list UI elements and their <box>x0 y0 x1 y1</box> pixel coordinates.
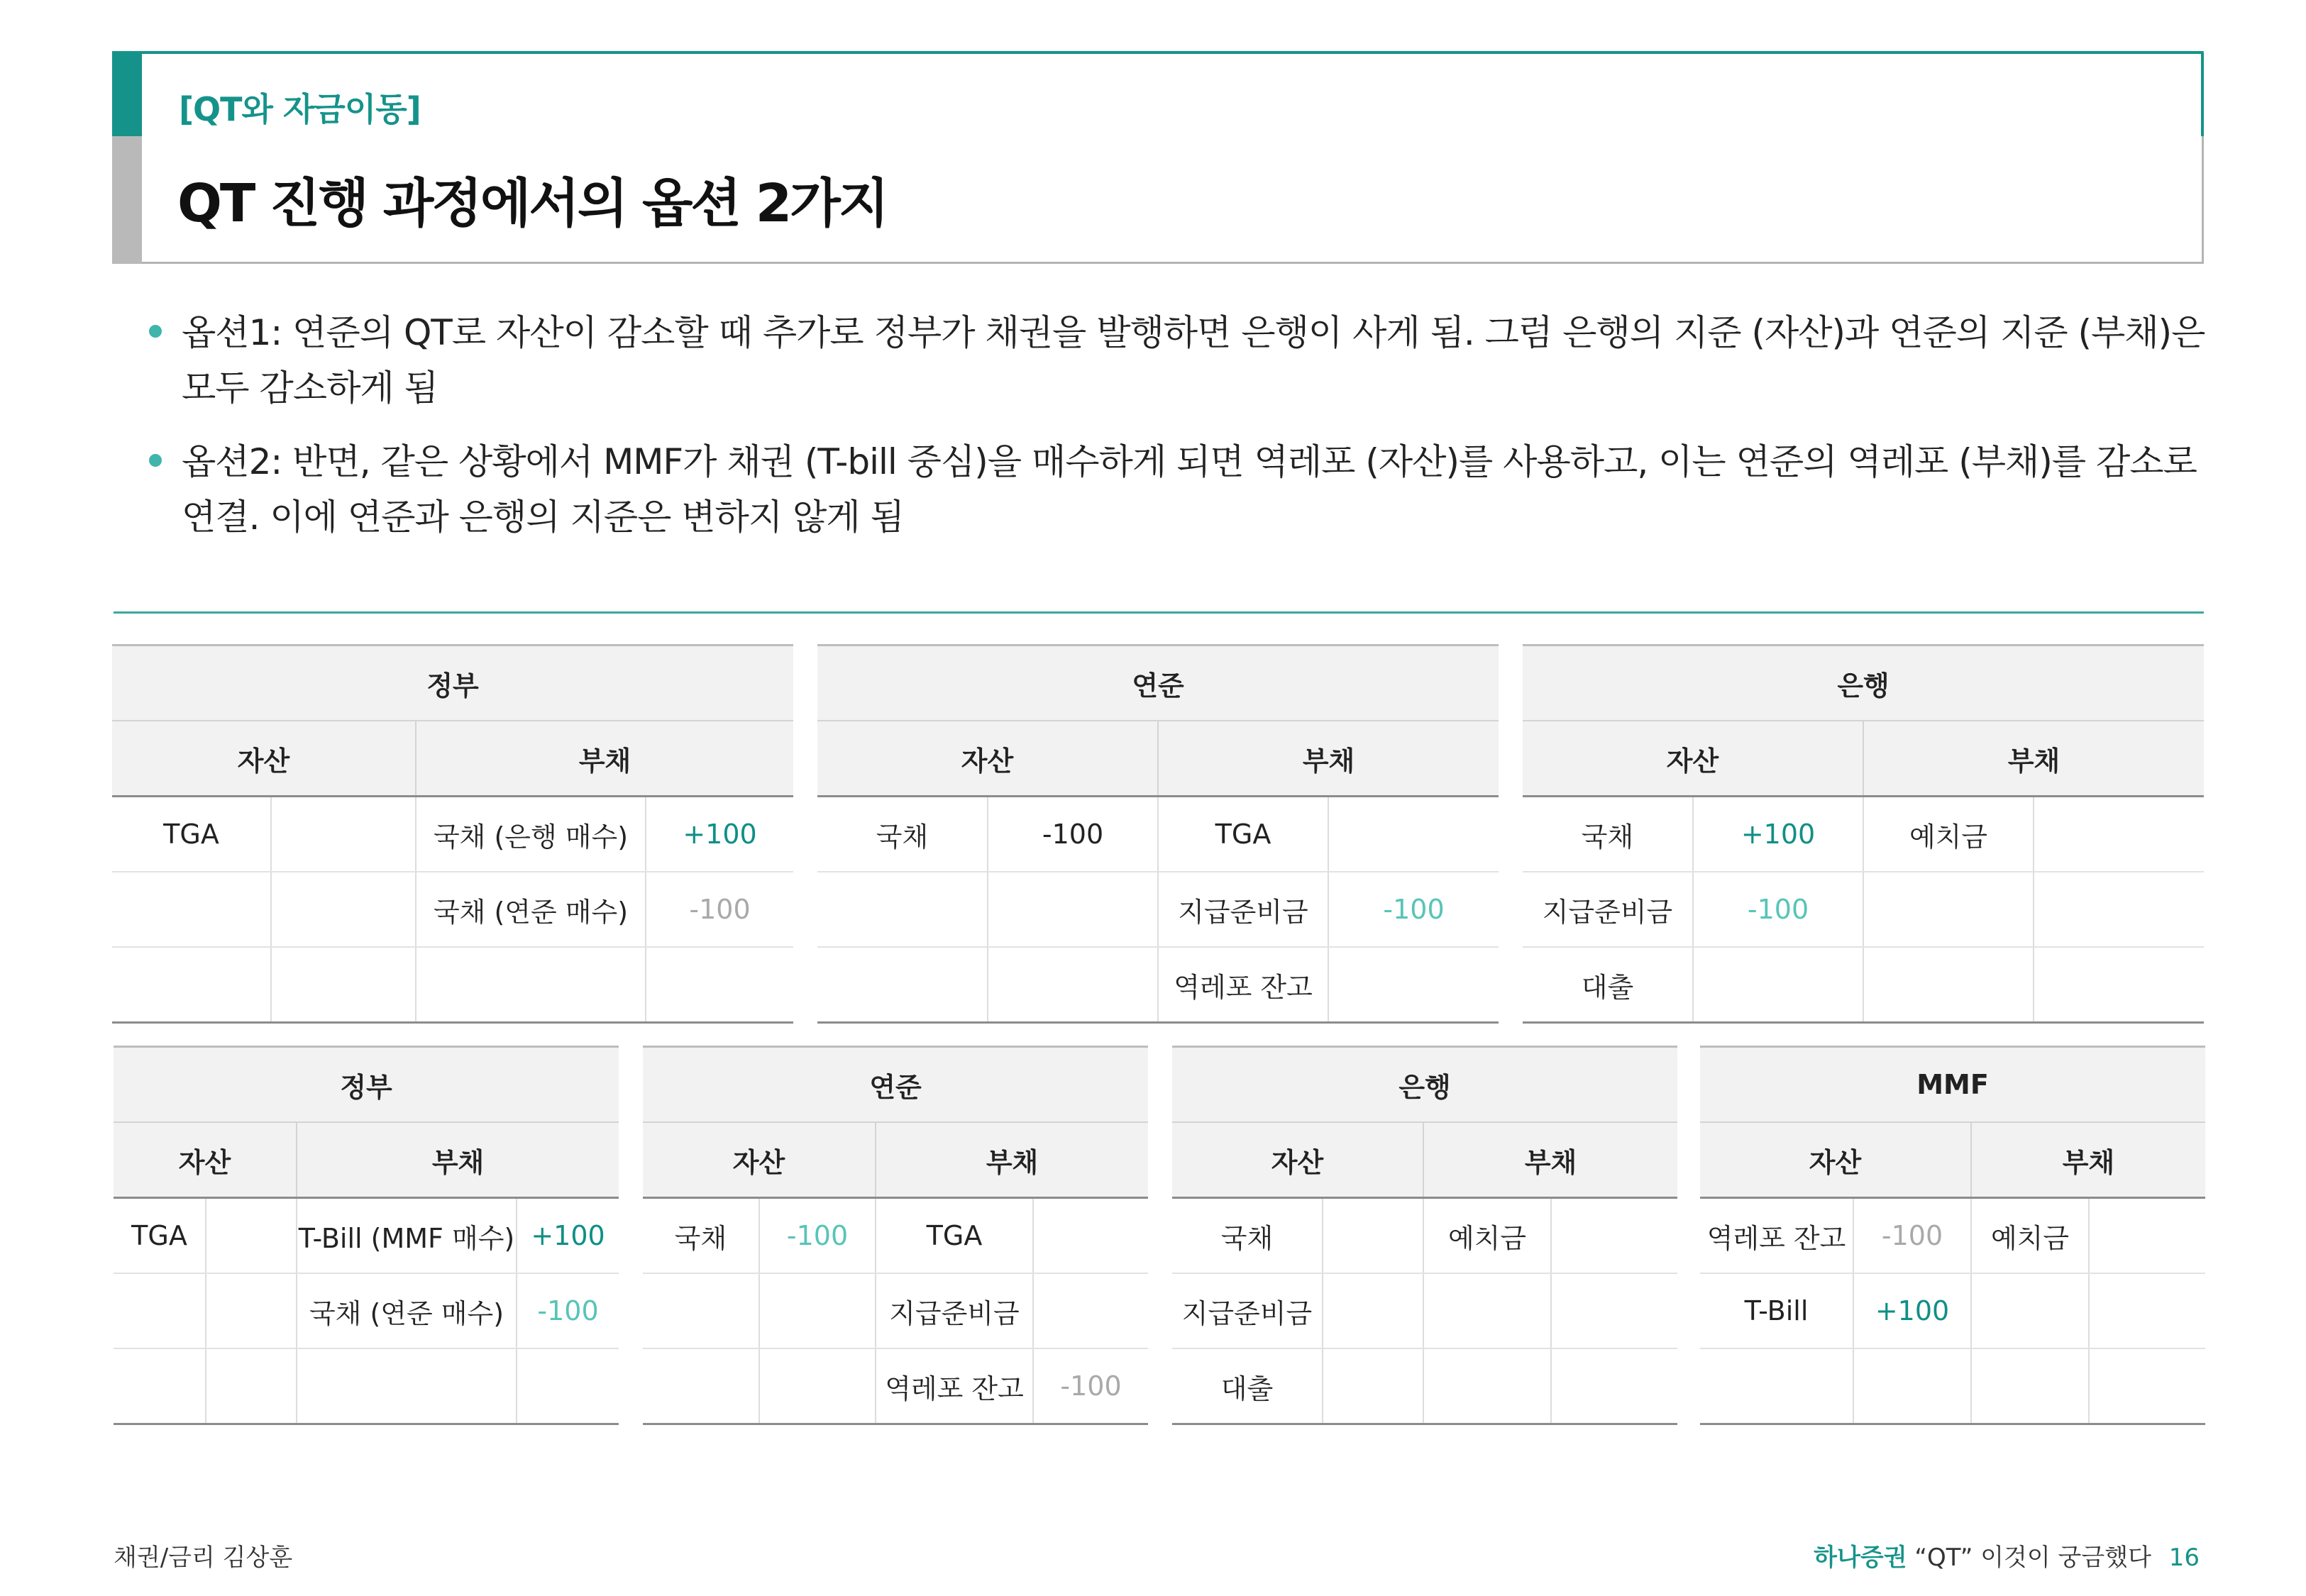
liability-change <box>1551 1348 1677 1424</box>
asset-item: 국채 <box>1523 797 1693 872</box>
liability-header: 부채 <box>416 721 793 797</box>
asset-change: -100 <box>1693 872 1863 947</box>
liability-item: TGA <box>1158 797 1328 872</box>
liability-item: 국채 (연준 매수) <box>297 1273 517 1348</box>
balance-sheet-bank-option2 <box>1172 1046 1677 1425</box>
asset-change <box>206 1273 297 1348</box>
asset-item <box>112 872 271 947</box>
liability-change: -100 <box>646 872 793 947</box>
liability-change <box>2034 947 2204 1023</box>
liability-item: 예치금 <box>1863 797 2034 872</box>
table-row <box>1700 1273 2205 1348</box>
liability-item: 지급준비금 <box>1158 872 1328 947</box>
asset-header: 자산 <box>1523 721 1863 797</box>
asset-item: T-Bill <box>1700 1273 1853 1348</box>
bullet-option1 <box>149 305 2207 416</box>
bullet-text: 옵션2: 반면, 같은 상황에서 MMF가 채권 (T-bill 중심)을 매수하게 되면 역레포 (자산)를 사용하고, 이는 연준의 역레포 (부채)를 감소로 연결. 이에 연준과 은행의 지준은 변하지 않게 됨 <box>182 441 2197 538</box>
liability-change <box>646 947 793 1023</box>
balance-sheet-mmf-option2 <box>1700 1046 2205 1425</box>
balance-sheet-bank-option1 <box>1523 644 2204 1024</box>
header-grey-bar <box>112 136 142 264</box>
asset-item: TGA <box>112 797 271 872</box>
asset-item: TGA <box>114 1198 206 1274</box>
liability-header: 부채 <box>297 1122 619 1198</box>
page-number: 16 <box>2168 1544 2200 1572</box>
liability-item <box>297 1348 517 1424</box>
asset-item <box>817 947 988 1023</box>
asset-change <box>759 1273 876 1348</box>
liability-change <box>1328 947 1499 1023</box>
table-title: 정부 <box>114 1047 619 1123</box>
asset-header: 자산 <box>1172 1122 1423 1198</box>
liability-item: 역레포 잔고 <box>876 1348 1033 1424</box>
bullet-list <box>149 305 2207 563</box>
liability-item <box>1971 1348 2089 1424</box>
liability-change <box>1551 1273 1677 1348</box>
bullet-text: 옵션1: 연준의 QT로 자산이 감소할 때 추가로 정부가 채권을 발행하면 은행이 사게 됨. 그럼 은행의 지준 (자산)과 연준의 지준 (부채)은 모두 감소하게 됨 <box>182 312 2205 409</box>
table-title: 정부 <box>112 645 793 721</box>
balance-sheet-fed-option2 <box>643 1046 1148 1425</box>
asset-change <box>1693 947 1863 1023</box>
bullet-dot-icon <box>149 325 162 338</box>
liability-change: -100 <box>517 1273 619 1348</box>
table-row <box>114 1198 619 1274</box>
asset-change: -100 <box>759 1198 876 1274</box>
asset-change <box>271 947 416 1023</box>
liability-item: 국채 (연준 매수) <box>416 872 646 947</box>
liability-change <box>2089 1198 2205 1274</box>
table-row <box>1523 797 2204 872</box>
liability-header: 부채 <box>1863 721 2204 797</box>
asset-change: +100 <box>1693 797 1863 872</box>
header-corner-line <box>2201 52 2204 136</box>
asset-header: 자산 <box>1700 1122 1971 1198</box>
asset-item: 대출 <box>1172 1348 1323 1424</box>
table-title: 연준 <box>817 645 1499 721</box>
liability-header: 부채 <box>1423 1122 1677 1198</box>
asset-item <box>817 872 988 947</box>
table-row <box>643 1273 1148 1348</box>
liability-item: 역레포 잔고 <box>1158 947 1328 1023</box>
asset-header: 자산 <box>817 721 1158 797</box>
table-row <box>1172 1273 1677 1348</box>
liability-header: 부채 <box>1971 1122 2205 1198</box>
liability-item: 국채 (은행 매수) <box>416 797 646 872</box>
table-row <box>817 872 1499 947</box>
liability-change <box>2089 1273 2205 1348</box>
asset-header: 자산 <box>112 721 416 797</box>
table-row <box>112 872 793 947</box>
liability-change <box>1033 1198 1148 1274</box>
liability-item <box>1423 1348 1551 1424</box>
asset-change <box>271 872 416 947</box>
liability-item <box>1863 947 2034 1023</box>
asset-item <box>114 1273 206 1348</box>
liability-change <box>1551 1198 1677 1274</box>
asset-item: 국채 <box>1172 1198 1323 1274</box>
asset-change <box>271 797 416 872</box>
section-tag: [QT와 자금이동] <box>179 90 421 128</box>
liability-item: 지급준비금 <box>876 1273 1033 1348</box>
liability-item: TGA <box>876 1198 1033 1274</box>
table-row <box>817 947 1499 1023</box>
asset-change: -100 <box>1853 1198 1971 1274</box>
liability-item: T-Bill (MMF 매수) <box>297 1198 517 1274</box>
liability-change: +100 <box>517 1198 619 1274</box>
asset-change: -100 <box>988 797 1158 872</box>
bullet-dot-icon <box>149 454 162 467</box>
asset-item: 대출 <box>1523 947 1693 1023</box>
table-row <box>643 1348 1148 1424</box>
liability-item: 예치금 <box>1971 1198 2089 1274</box>
liability-change <box>2089 1348 2205 1424</box>
asset-change <box>206 1198 297 1274</box>
asset-item <box>1700 1348 1853 1424</box>
table-title: 은행 <box>1523 645 2204 721</box>
liability-header: 부채 <box>876 1122 1148 1198</box>
table-row <box>1523 872 2204 947</box>
asset-change <box>1323 1273 1423 1348</box>
table-row <box>114 1273 619 1348</box>
table-row <box>1700 1348 2205 1424</box>
asset-item <box>112 947 271 1023</box>
asset-header: 자산 <box>643 1122 876 1198</box>
asset-item: 지급준비금 <box>1523 872 1693 947</box>
table-title: 연준 <box>643 1047 1148 1123</box>
liability-change <box>517 1348 619 1424</box>
footer-author: 채권/금리 김상훈 <box>114 1544 293 1572</box>
liability-item <box>416 947 646 1023</box>
footer-brand: 하나증권 <box>1814 1544 1907 1572</box>
liability-change <box>2034 797 2204 872</box>
liability-change: -100 <box>1328 872 1499 947</box>
asset-change: +100 <box>1853 1273 1971 1348</box>
liability-change <box>2034 872 2204 947</box>
liability-item <box>1971 1273 2089 1348</box>
asset-change <box>988 947 1158 1023</box>
table-row <box>1172 1198 1677 1274</box>
page-title: QT 진행 과정에서의 옵션 2가지 <box>177 173 888 234</box>
table-title: MMF <box>1700 1047 2205 1123</box>
asset-item <box>643 1273 759 1348</box>
asset-change <box>988 872 1158 947</box>
table-row <box>112 797 793 872</box>
bullet-option2 <box>149 434 2207 545</box>
asset-header: 자산 <box>114 1122 297 1198</box>
liability-change: -100 <box>1033 1348 1148 1424</box>
liability-change <box>1328 797 1499 872</box>
balance-sheet-government-option2 <box>114 1046 619 1425</box>
asset-item <box>643 1348 759 1424</box>
asset-change <box>759 1348 876 1424</box>
table-row <box>112 947 793 1023</box>
liability-header: 부채 <box>1158 721 1499 797</box>
footer-report <box>1814 1538 2200 1573</box>
table-row <box>1523 947 2204 1023</box>
table-row <box>817 797 1499 872</box>
table-row <box>1700 1198 2205 1274</box>
table-row <box>1172 1348 1677 1424</box>
asset-change <box>1853 1348 1971 1424</box>
asset-item <box>114 1348 206 1424</box>
footer-report-title: “QT” 이것이 궁금했다 <box>1914 1544 2151 1572</box>
balance-sheet-government-option1 <box>112 644 793 1024</box>
asset-change <box>206 1348 297 1424</box>
section-divider <box>114 611 2204 614</box>
asset-item: 국채 <box>643 1198 759 1274</box>
liability-item <box>1423 1273 1551 1348</box>
liability-item: 예치금 <box>1423 1198 1551 1274</box>
asset-item: 국채 <box>817 797 988 872</box>
asset-change <box>1323 1198 1423 1274</box>
balance-sheet-fed-option1 <box>817 644 1499 1024</box>
asset-item: 지급준비금 <box>1172 1273 1323 1348</box>
asset-change <box>1323 1348 1423 1424</box>
asset-item: 역레포 잔고 <box>1700 1198 1853 1274</box>
liability-item <box>1863 872 2034 947</box>
table-row <box>643 1198 1148 1274</box>
table-title: 은행 <box>1172 1047 1677 1123</box>
liability-change <box>1033 1273 1148 1348</box>
header-accent-bar <box>112 51 142 136</box>
liability-change: +100 <box>646 797 793 872</box>
table-row <box>114 1348 619 1424</box>
